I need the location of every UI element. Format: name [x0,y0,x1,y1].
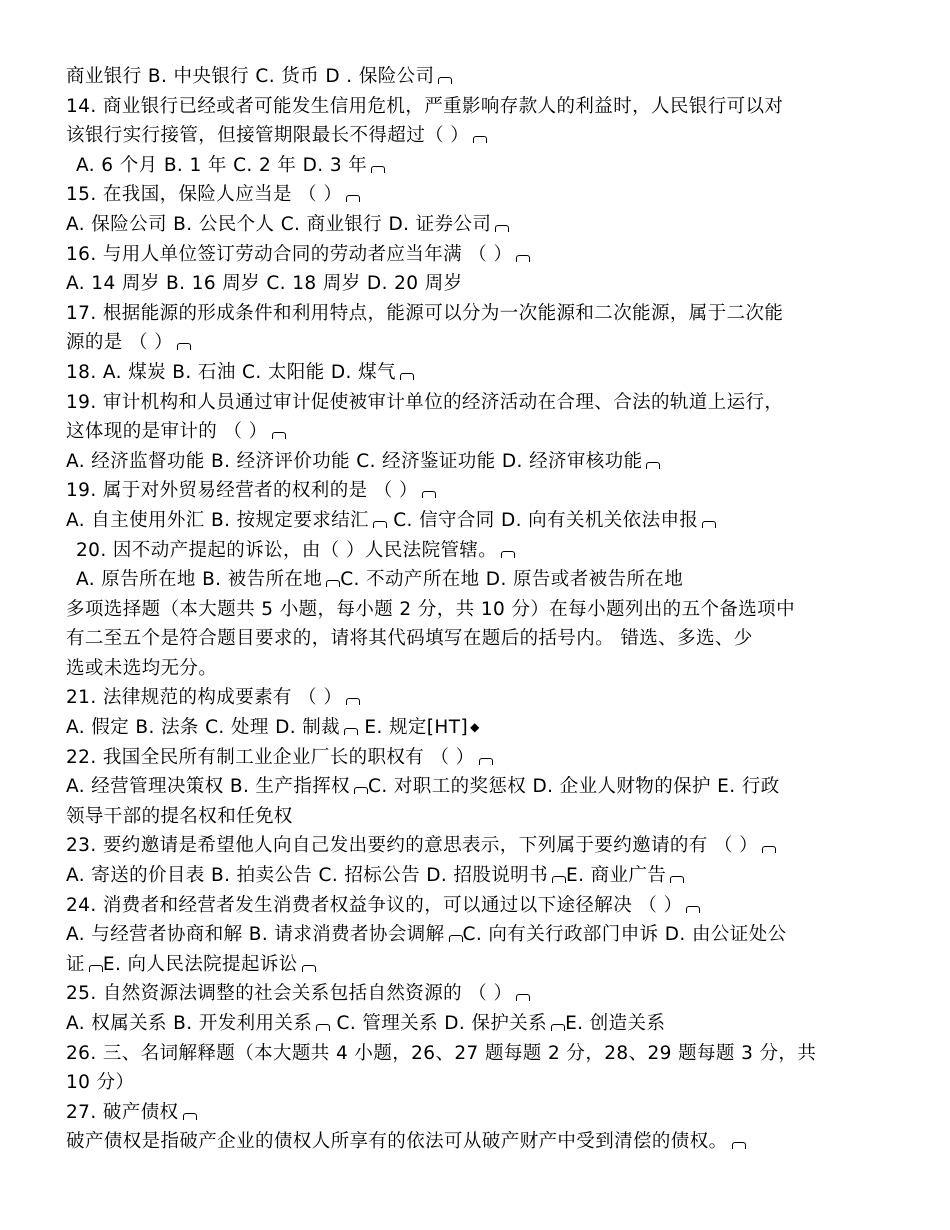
paragraph-mark-icon [495,225,509,232]
text-line [66,299,910,329]
text-line [66,831,910,861]
line-text: A. 原告所在地 B. 被告所在地 [76,569,323,591]
line-text: A. 14 周岁 B. 16 周岁 C. 18 周岁 D. 20 周岁 [66,273,463,295]
paragraph-mark-icon [501,551,515,558]
line-text: C. 对职工的奖惩权 D. 企业人财物的保护 E. 行政 [368,776,780,798]
text-line [66,595,910,625]
line-text: 26. 三、名词解释题（本大题共 4 小题，26、27 题每题 2 分，28、29 题每题 3 分，共 [66,1042,817,1064]
line-text: A. 保险公司 B. 公民个人 C. 商业银行 D. 证券公司 [66,213,492,235]
text-line [66,476,910,506]
paragraph-mark-icon [346,698,360,705]
text-line [66,565,910,595]
line-text: 25. 自然资源法调整的社会关系包括自然资源的 （ ） [66,983,513,1005]
paragraph-mark-icon [316,1024,330,1031]
paragraph-mark-icon [183,1113,197,1120]
text-line [66,772,910,802]
line-text: A. 经济监督功能 B. 经济评价功能 C. 经济鉴证功能 D. 经济审核功能 [66,450,643,472]
paragraph-mark-icon [344,728,358,735]
line-text: 15. 在我国，保险人应当是 （ ） [66,184,343,206]
paragraph-mark-icon [272,432,286,439]
paragraph-mark-icon [346,195,360,202]
line-text: 选或未选均无分。 [66,657,218,679]
line-text: E. 创造关系 [565,1013,666,1034]
line-text: 该银行实行接管，但接管期限最长不得超过（ ） [66,125,470,147]
text-line [66,269,910,299]
text-line [66,417,910,447]
line-text: 这体现的是审计的 （ ） [66,421,268,443]
text-line [66,683,910,713]
text-line [66,861,910,891]
text-line [66,92,910,122]
paragraph-mark-icon [373,521,387,528]
text-line [66,536,910,566]
paragraph-mark-icon [302,965,316,972]
text-line [66,210,910,240]
line-text: C. 向有关行政部门申诉 D. 由公证处公 [462,924,787,946]
paragraph-mark-icon [473,136,487,143]
line-text: 23. 要约邀请是希望他人向自己发出要约的意思表示，下列属于要约邀请的有 （ ） [66,835,759,857]
line-text: C. 信守合同 D. 向有关机关依法申报 [386,509,699,531]
text-line [66,802,910,832]
line-text: 18. A. 煤炭 B. 石油 C. 太阳能 D. 煤气 [66,361,396,383]
paragraph-mark-icon [551,1024,565,1031]
line-text: A. 与经营者协商和解 B. 请求消费者协会调解 [66,924,445,946]
line-text: 10 分） [66,1072,135,1094]
text-line [66,1009,910,1039]
paragraph-mark-icon [516,994,530,1001]
line-text: 商业银行 B. 中央银行 C. 货币 D . 保险公司 [66,66,435,87]
paragraph-mark-icon [422,491,436,498]
line-text: 证 [66,953,85,975]
line-text: A. 权属关系 B. 开发利用关系 [66,1013,313,1034]
line-text: E. 向人民法院提起诉讼 [102,953,298,975]
text-line [66,506,910,536]
paragraph-mark-icon [177,343,191,350]
text-line [66,121,910,151]
line-text: 破产债权是指破产企业的债权人所享有的依法可从破产财产中受到清偿的债权。 [66,1131,728,1153]
paragraph-mark-icon [326,580,340,587]
paragraph-mark-icon [732,1142,746,1149]
paragraph-mark-icon [438,77,452,84]
paragraph-mark-icon [479,758,493,765]
paragraph-mark-icon [686,906,700,913]
paragraph-mark-icon [354,787,368,794]
text-line [66,624,910,654]
text-line [66,240,910,270]
text-line [66,1039,910,1069]
text-line [66,1127,910,1157]
line-text: 16. 与用人单位签订劳动合同的劳动者应当年满 （ ） [66,243,513,265]
text-line [66,328,910,358]
line-text: 27. 破产债权 [66,1101,179,1123]
line-text: C. 不动产所在地 D. 原告或者被告所在地 [340,569,684,591]
text-line [66,979,910,1009]
paragraph-mark-icon [400,373,414,380]
text-line [66,891,910,921]
paragraph-mark-icon [552,876,566,883]
text-line [66,180,910,210]
line-text: E. 规定[HT] [358,717,469,739]
paragraph-mark-icon [762,846,776,853]
line-text: 14. 商业银行已经或者可能发生信用危机，严重影响存款人的利益时，人民银行可以对 [66,95,784,117]
paragraph-mark-icon [702,521,716,528]
line-text: 21. 法律规范的构成要素有 （ ） [66,687,343,709]
text-line [66,1098,910,1128]
line-text: 20. 因不动产提起的诉讼，由（ ）人民法院管辖。 [76,539,498,561]
text-line [66,920,910,950]
diamond-icon: ◆ [470,720,480,735]
paragraph-mark-icon [449,935,463,942]
line-text: 22. 我国全民所有制工业企业厂长的职权有 （ ） [66,746,475,768]
paragraph-mark-icon [670,876,684,883]
text-line [66,62,910,92]
line-text: E. 商业广告 [565,865,667,887]
line-text: 19. 属于对外贸易经营者的权利的是 （ ） [66,480,418,502]
line-text: 源的是 （ ） [66,332,174,354]
line-text: 17. 根据能源的形成条件和利用特点，能源可以分为一次能源和二次能源，属于二次能 [66,302,784,324]
text-line [66,713,910,743]
line-text: 有二至五个是符合题目要求的，请将其代码填写在题后的括号内。 错选、多选、少 [66,628,753,650]
paragraph-mark-icon [646,462,660,469]
line-text: 领导干部的提名权和任免权 [66,805,293,827]
line-text: A. 寄送的价目表 B. 拍卖公告 C. 招标公告 D. 招股说明书 [66,865,548,887]
line-text: 多项选择题（本大题共 5 小题，每小题 2 分，共 10 分）在每小题列出的五个备选项中 [66,598,795,620]
text-line [66,950,910,980]
text-line [66,447,910,477]
text-line [66,743,910,773]
line-text: 24. 消费者和经营者发生消费者权益争议的，可以通过以下途径解决 （ ） [66,894,683,916]
paragraph-mark-icon [516,255,530,262]
line-text: A. 经营管理决策权 B. 生产指挥权 [66,776,351,798]
paragraph-mark-icon [371,166,385,173]
line-text: A. 自主使用外汇 B. 按规定要求结汇 [66,509,369,531]
line-text: 19. 审计机构和人员通过审计促使被审计单位的经济活动在合理、合法的轨道上运行， [66,391,784,413]
paragraph-mark-icon [89,965,103,972]
text-line [66,151,910,181]
document-body [66,62,910,1157]
text-line [66,654,910,684]
text-line [66,358,910,388]
text-line [66,388,910,418]
line-text: A. 假定 B. 法条 C. 处理 D. 制裁 [66,717,341,739]
text-line [66,1068,910,1098]
line-text: C. 管理关系 D. 保护关系 [330,1013,548,1034]
line-text: A. 6 个月 B. 1 年 C. 2 年 D. 3 年 [76,154,368,176]
